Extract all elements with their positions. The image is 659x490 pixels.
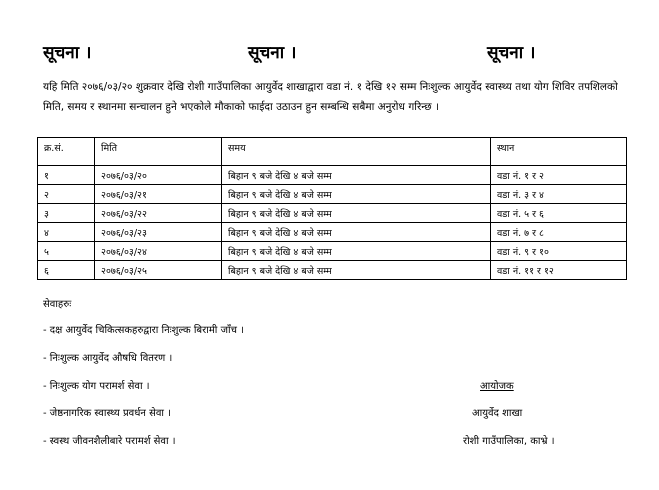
cell-serial: २ xyxy=(38,185,95,204)
organizer-name: रोशी गाउँपालिका, काभ्रे । xyxy=(463,436,555,447)
intro-paragraph: यहि मिति २०७६/०३/२० शुक्रवार देखि रोशी गाउँपालिका आयुर्वेद शाखाद्वारा वडा नं. १ देखि १२ सम्म निःशुल्क आयुर्वेद स्वास्थ्य तथा योग शिविर तपशिलको मिति, समय र स्थानमा सन्चालन हुने भएकोले मौकाको फाईदा उठाउन हुन सम्बन्धि सबैमा अनुरोध गरिन्छ । xyxy=(43,81,618,113)
schedule-table xyxy=(37,137,627,280)
table-row xyxy=(38,223,627,242)
notice-heading-center: सूचना । xyxy=(248,43,297,63)
cell-serial: ५ xyxy=(38,242,95,261)
notice-heading-left: सूचना । xyxy=(43,43,92,63)
table-header-row xyxy=(38,138,627,166)
cell-location: वडा नं. ३ र ४ xyxy=(491,185,627,204)
cell-date: २०७६/०३/२५ xyxy=(95,261,222,280)
cell-time: बिहान ९ बजे देखि ४ बजे सम्म xyxy=(222,204,491,223)
header-location: स्थान xyxy=(491,138,627,166)
cell-date: २०७६/०३/२० xyxy=(95,166,222,185)
cell-time: बिहान ९ बजे देखि ४ बजे सम्म xyxy=(222,242,491,261)
header-serial: क्र.सं. xyxy=(38,138,95,166)
table-row xyxy=(38,185,627,204)
cell-serial: ६ xyxy=(38,261,95,280)
cell-date: २०७६/०३/२२ xyxy=(95,204,222,223)
cell-date: २०७६/०३/२३ xyxy=(95,223,222,242)
cell-date: २०७६/०३/२४ xyxy=(95,242,222,261)
organizer-department: आयुर्वेद शाखा xyxy=(472,408,523,419)
service-item: - स्वस्थ जीवनशैलीबारे परामर्श सेवा । xyxy=(43,436,176,447)
header-time: समय xyxy=(222,138,491,166)
cell-serial: ३ xyxy=(38,204,95,223)
cell-location: वडा नं. १ र २ xyxy=(491,166,627,185)
service-item: - दक्ष आयुर्वेद चिकित्सकहरुद्वारा निःशुल्क बिरामी जाँच । xyxy=(43,325,244,336)
cell-location: वडा नं. ९ र १० xyxy=(491,242,627,261)
table-row xyxy=(38,242,627,261)
service-item: - जेष्ठनागरिक स्वास्थ्य प्रवर्धन सेवा । xyxy=(43,408,171,419)
cell-time: बिहान ९ बजे देखि ४ बजे सम्म xyxy=(222,261,491,280)
organizer-title: आयोजक xyxy=(480,381,514,392)
header-date: मिति xyxy=(95,138,222,166)
table-row xyxy=(38,166,627,185)
cell-location: वडा नं. ११ र १२ xyxy=(491,261,627,280)
cell-location: वडा नं. ५ र ६ xyxy=(491,204,627,223)
cell-serial: ४ xyxy=(38,223,95,242)
table-row xyxy=(38,261,627,280)
service-item: - निःशुल्क आयुर्वेद औषधि वितरण । xyxy=(43,353,173,364)
cell-serial: १ xyxy=(38,166,95,185)
notice-heading-right: सूचना । xyxy=(487,43,536,63)
service-item: - निःशुल्क योग परामर्श सेवा । xyxy=(43,381,150,392)
services-label: सेवाहरुः xyxy=(43,299,72,310)
cell-time: बिहान ९ बजे देखि ४ बजे सम्म xyxy=(222,185,491,204)
cell-date: २०७६/०३/२१ xyxy=(95,185,222,204)
cell-location: वडा नं. ७ र ८ xyxy=(491,223,627,242)
cell-time: बिहान ९ बजे देखि ४ बजे सम्म xyxy=(222,166,491,185)
table-row xyxy=(38,204,627,223)
cell-time: बिहान ९ बजे देखि ४ बजे सम्म xyxy=(222,223,491,242)
